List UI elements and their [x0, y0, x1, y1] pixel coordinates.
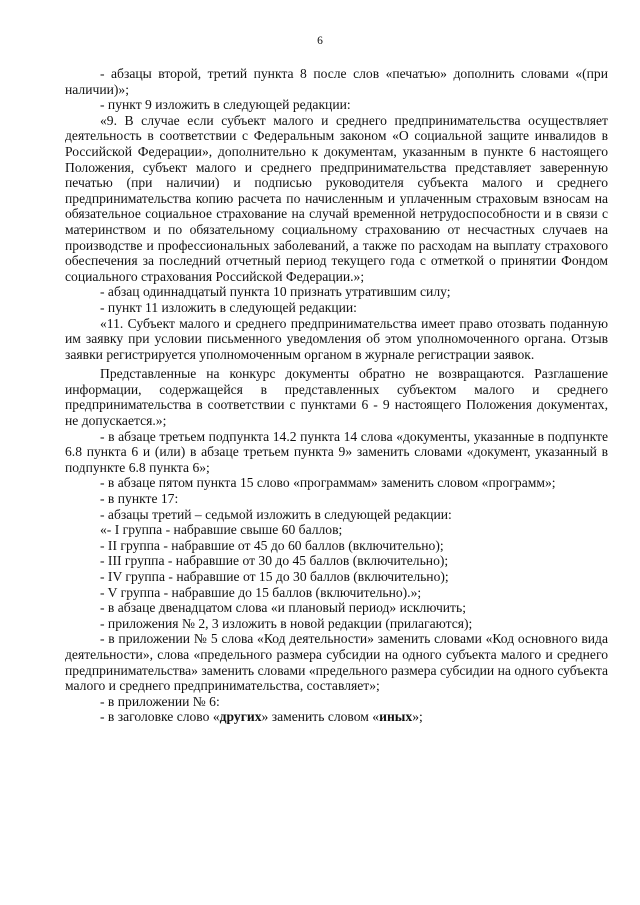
page-number: 6	[317, 35, 323, 47]
paragraph-6: «11. Субъект малого и среднего предпринимательства имеет право отозвать поданную им заявку при условии письменного уведомления об этом уполномоченного органа. Отзыв заявки регистрируется уполномоченным органом в журнале регистрации заявок.	[65, 315, 608, 362]
paragraph-12: «- I группа - набравшие свыше 60 баллов;	[100, 522, 343, 538]
paragraph-5: - пункт 11 изложить в следующей редакции:	[100, 299, 357, 315]
paragraph-17: - в абзаце двенадцатом слова «и плановый период» исключить;	[100, 600, 466, 616]
paragraph-15: - IV группа - набравшие от 15 до 30 баллов (включительно);	[100, 569, 449, 584]
paragraph-14: - III группа - набравшие от 30 до 45 баллов (включительно);	[100, 553, 449, 569]
paragraph-18: - приложения № 2, 3 изложить в новой редакции (прилагаются);	[100, 615, 473, 631]
paragraph-22	[65, 709, 608, 725]
last-line-bold-1: других	[219, 709, 262, 725]
paragraph-10: - в пункте 17:	[100, 491, 179, 507]
last-line-bold-2: иных	[379, 709, 413, 725]
paragraph-9: - в абзаце пятом пункта 15 слово «программам» заменить словом «программ»;	[100, 475, 556, 491]
paragraph-11: - абзацы третий – седьмой изложить в следующей редакции:	[100, 506, 452, 522]
paragraph-2: - пункт 9 изложить в следующей редакции:	[100, 97, 351, 113]
paragraph-13: - II группа - набравшие от 45 до 60 баллов (включительно);	[100, 537, 444, 553]
last-line-text-1: - в заголовке слово «	[100, 709, 220, 725]
paragraph-3: «9. В случае если субъект малого и среднего предпринимательства осуществляет деятельность в соответствии с Федеральным законом «О социальной защите инвалидов в Российской Федерации», дополнительно к документам, указанным в пункте 6 настоящего Положения, субъект малого и среднего предпринимательства представляет заверенную печатью (при наличии) и подписью руководителя субъекта малого и среднего предпринимательства копию расчета по начисленным и уплаченным страховым взносам на обязательное социальное страхование на случай временной нетрудоспособности и в связи с материнством и по обязательному социальному страхованию от несчастных случаев на производстве и профессиональных заболеваний, а также по расходам на выплату страхового обеспечения за последний отчетный период текущего года с отметкой о принятии Фондом социального страхования Российской Федерации.»;	[65, 112, 608, 284]
paragraph-16: - V группа - набравшие до 15 баллов (включительно).»;	[100, 584, 422, 600]
last-line-text-3: »;	[412, 709, 423, 725]
last-line-text-2: » заменить словом «	[261, 709, 380, 725]
document-body	[65, 66, 608, 725]
paragraph-7: Представленные на конкурс документы обратно не возвращаются. Разглашение информации, содержащейся в представленных субъектом малого и среднего предпринимательства в соответствии с пунктами 6 - 9 настоящего Положения документах, не допускается.»;	[65, 366, 608, 429]
paragraph-8: - в абзаце третьем подпункта 14.2 пункта 14 слова «документы, указанные в подпункте 6.8 пункта 6 и (или) в абзаце третьем пункта 9» заменить словами «документ, указанный в подпункте 6.8 пункта 6»;	[65, 428, 608, 475]
paragraph-20: - в приложении № 6:	[100, 693, 220, 709]
paragraph-1: - абзацы второй, третий пункта 8 после слов «печатью» дополнить словами «(при наличии)»;	[65, 66, 608, 97]
paragraph-19: - в приложении № 5 слова «Код деятельности» заменить словами «Код основного вида деятельности», слова «предельного размера субсидии на одного субъекта малого и среднего предпринимательства» заменить словами «предельного размера субсидии на одного субъекта малого и среднего предпринимательства, составляет»;	[65, 631, 608, 694]
paragraph-4: - абзац одиннадцатый пункта 10 признать утратившим силу;	[100, 284, 451, 300]
